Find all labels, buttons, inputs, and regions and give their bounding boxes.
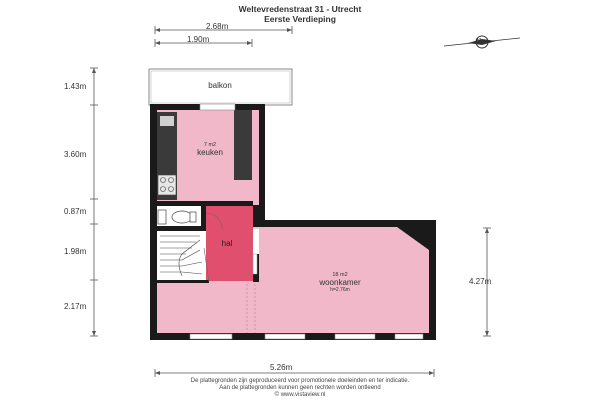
dim-bottom: 5.26m [270,363,293,372]
plan-subtitle: Eerste Verdieping [264,14,336,24]
dim-right: 4.27m [469,277,492,286]
dim-left-4: 1.98m [64,247,87,256]
dim-left-3: 0.87m [64,207,87,216]
sliding-door [253,254,257,274]
dim-left-1: 1.43m [64,82,87,91]
toilet-icon [158,210,196,224]
dim-top-inner: 1.90m [187,35,210,44]
dim-left-5: 2.17m [64,302,87,311]
room-label-hal: hal [221,239,233,248]
compass-letter: N [476,38,482,45]
plan-title: Weltevredenstraat 31 - Utrecht [238,4,362,14]
compass-rose-icon [444,36,520,48]
room-area-woonkamer: 18 m2 [332,272,348,278]
dim-top-outer: 2.68m [206,22,229,31]
disclaimer-line-2: Aan de plattegronden kunnen geen rechten worden ontleend [219,385,381,391]
disclaimer-line-3: © www.vistaview.nl [274,392,326,398]
room-label-woonkamer: woonkamer [319,278,361,287]
room-area-keuken: 7 m2 [203,142,217,148]
room-label-balkon: balkon [208,81,232,90]
room-height-woonkamer: h=2.76m [330,287,350,293]
dim-left-2: 3.60m [64,150,87,159]
disclaimer-line-1: De plattegronden zijn geproduceerd voor promotionele doeleinden en ter indicatie. [190,378,410,384]
room-label-keuken: keuken [197,148,223,157]
